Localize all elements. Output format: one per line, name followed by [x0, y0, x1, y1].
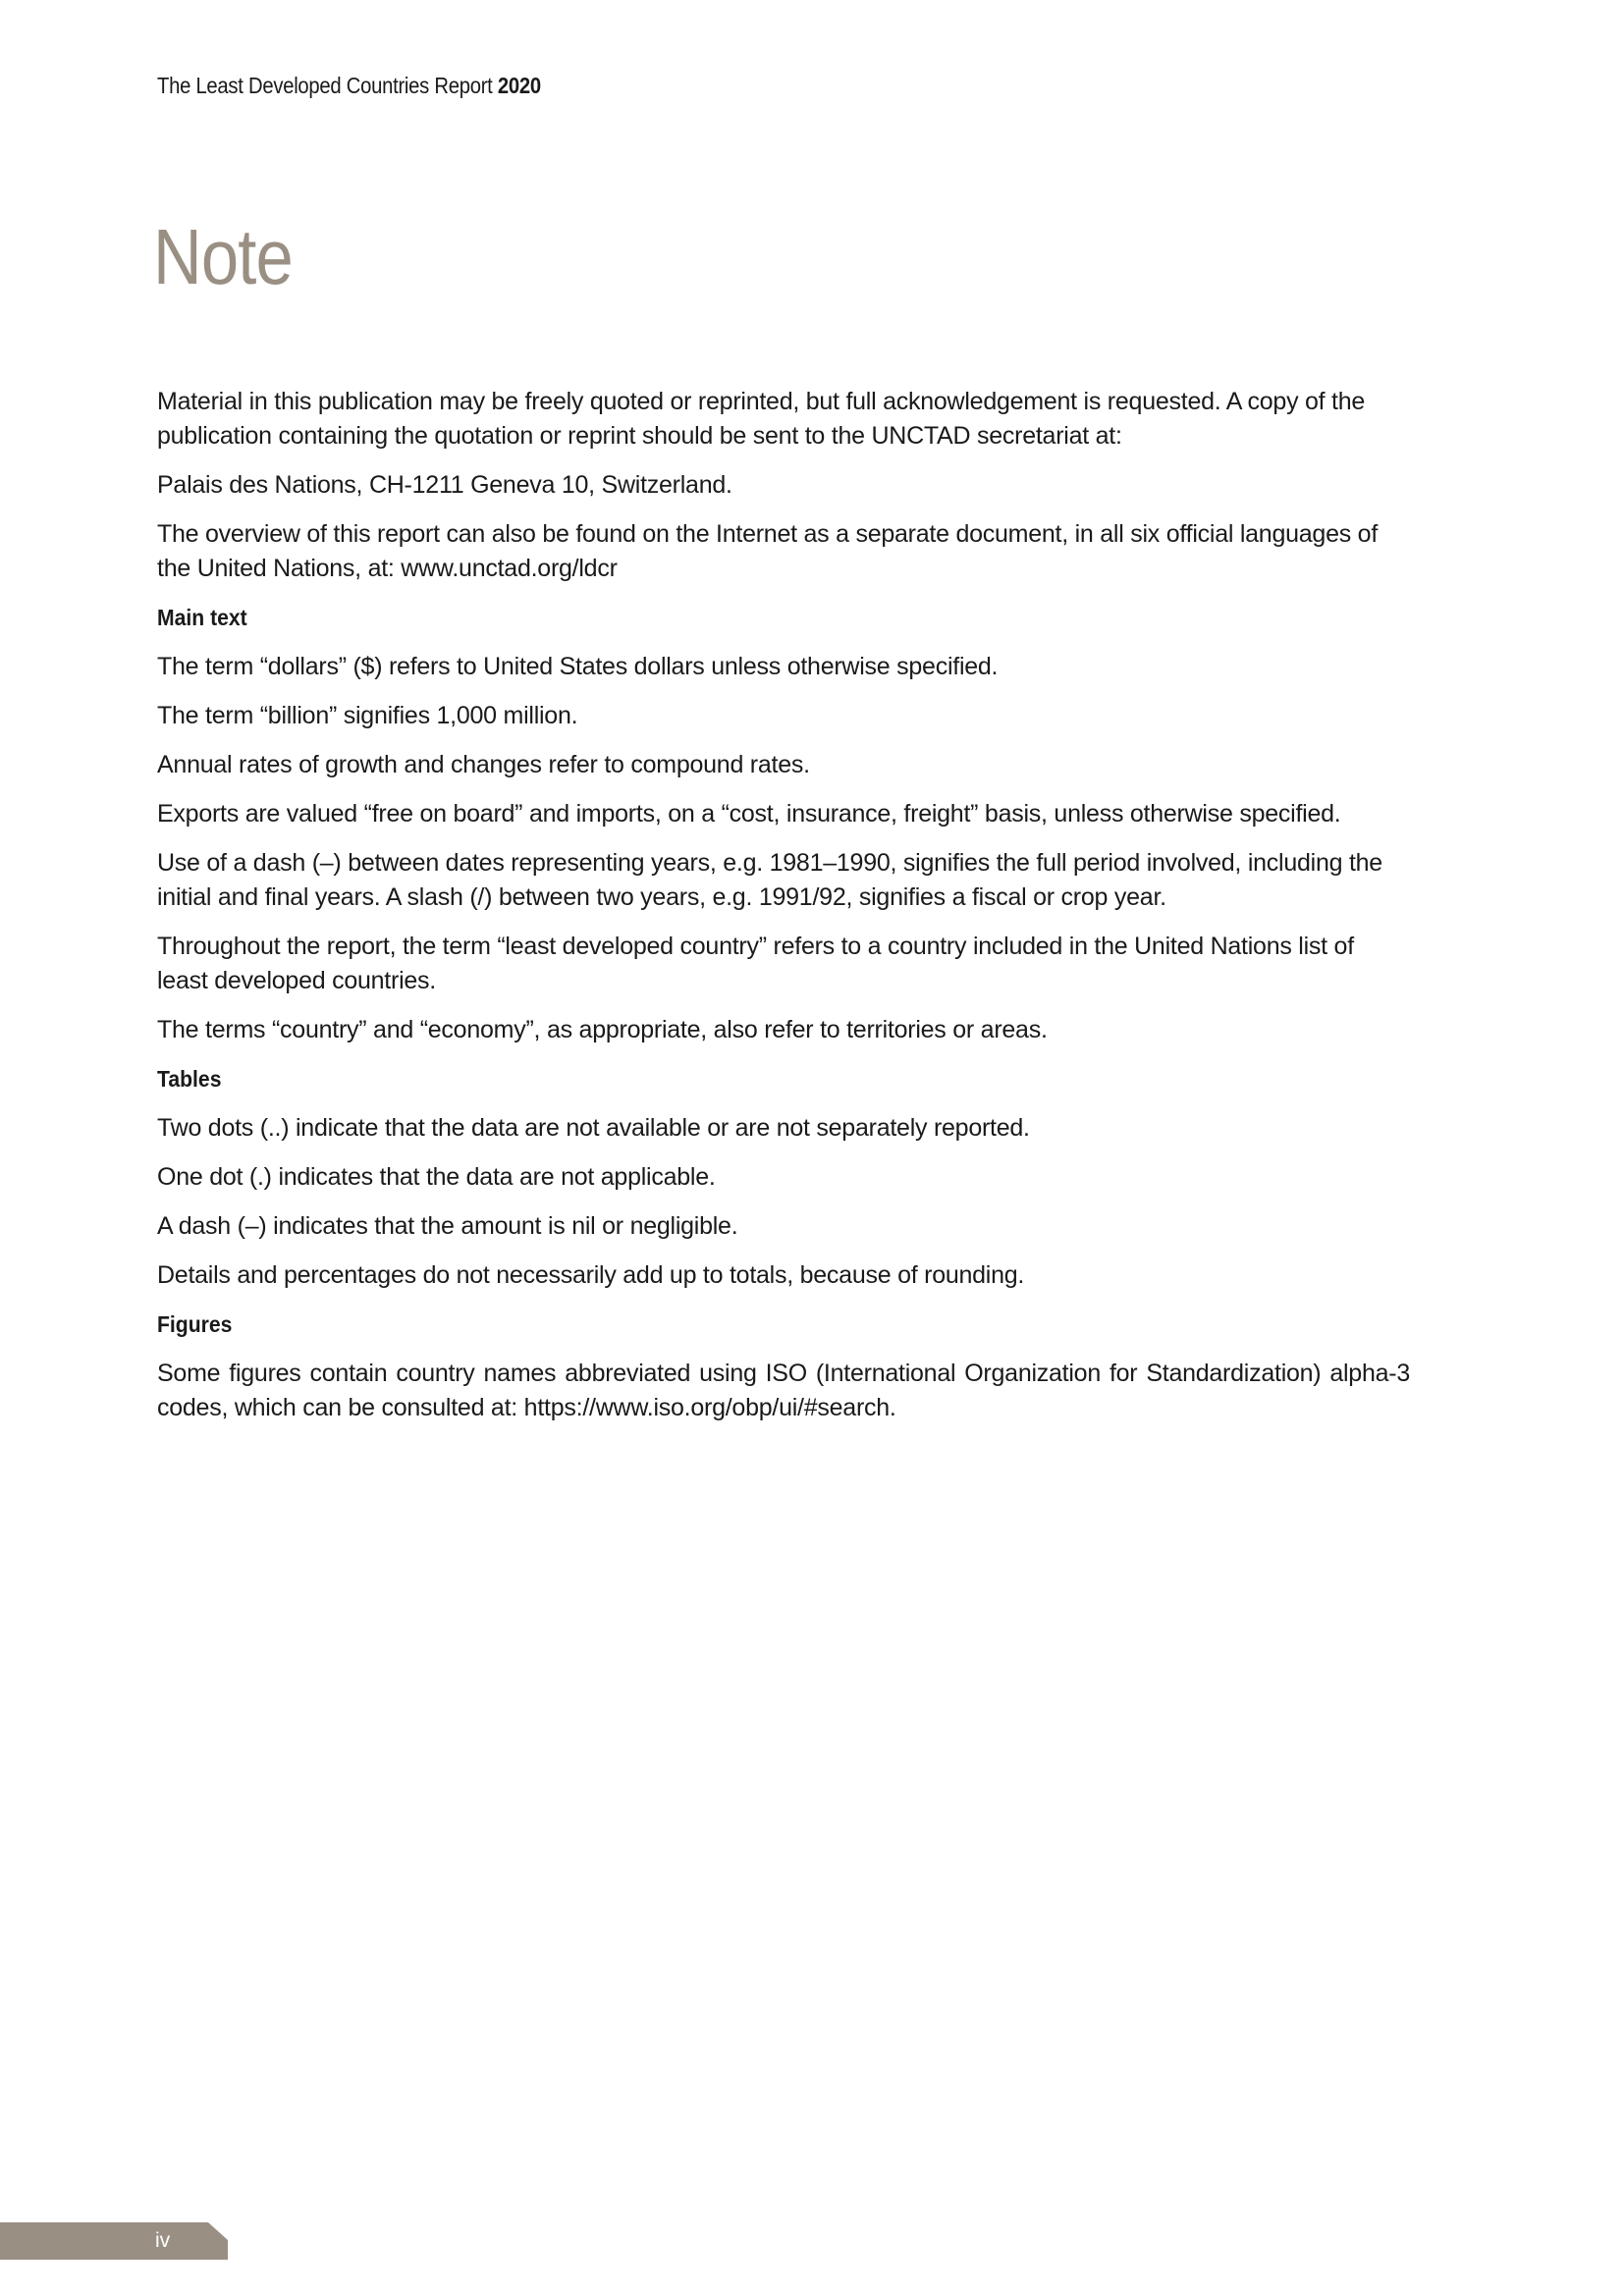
running-header: [157, 73, 541, 99]
main-text-paragraph-3: Annual rates of growth and changes refer to compound rates.: [157, 751, 810, 778]
main-text-paragraph-5: Use of a dash (–) between dates representing years, e.g. 1981–1990, signifies the full period involved, including the initial and final years. A slash (/) between two years, e.g. 1991/92, signifies a fiscal or crop year.: [157, 849, 1382, 911]
tables-paragraph-3: A dash (–) indicates that the amount is nil or negligible.: [157, 1212, 738, 1240]
section-heading-main-text: Main text: [157, 605, 247, 630]
main-text-paragraph-4: Exports are valued “free on board” and imports, on a “cost, insurance, freight” basis, unless otherwise specified.: [157, 800, 1341, 828]
figures-paragraph-1: Some figures contain country names abbreviated using ISO (International Organization for Standardization) alpha-3 codes, which can be consulted at: https://www.iso.org/obp/ui/#search.: [157, 1360, 1410, 1421]
intro-paragraph-1: Material in this publication may be freely quoted or reprinted, but full acknowledgement is requested. A copy of the publication containing the quotation or reprint should be sent to the UNCTAD secretariat at:: [157, 388, 1366, 450]
intro-paragraph-2: Palais des Nations, CH-1211 Geneva 10, Switzerland.: [157, 471, 732, 499]
main-text-paragraph-6: Throughout the report, the term “least developed country” refers to a country included in the United Nations list of least developed countries.: [157, 933, 1354, 994]
main-text-paragraph-7: The terms “country” and “economy”, as appropriate, also refer to territories or areas.: [157, 1016, 1048, 1043]
page-number: iv: [155, 2229, 171, 2252]
intro-paragraph-3: The overview of this report can also be found on the Internet as a separate document, in all six official languages of the United Nations, at: www.unctad.org/ldcr: [157, 520, 1379, 582]
report-title: The Least Developed Countries Report: [157, 73, 493, 98]
report-year: 2020: [497, 73, 541, 98]
section-heading-tables: Tables: [157, 1066, 222, 1092]
note-body: [157, 385, 1410, 1440]
page-number-tab: [0, 2222, 228, 2260]
tables-paragraph-4: Details and percentages do not necessarily add up to totals, because of rounding.: [157, 1261, 1025, 1289]
page-title: Note: [153, 213, 293, 300]
tables-paragraph-1: Two dots (..) indicate that the data are not available or are not separately reported.: [157, 1114, 1030, 1142]
tables-paragraph-2: One dot (.) indicates that the data are not applicable.: [157, 1163, 716, 1191]
main-text-paragraph-1: The term “dollars” ($) refers to United States dollars unless otherwise specified.: [157, 653, 999, 680]
main-text-paragraph-2: The term “billion” signifies 1,000 million.: [157, 702, 578, 729]
section-heading-figures: Figures: [157, 1311, 233, 1337]
